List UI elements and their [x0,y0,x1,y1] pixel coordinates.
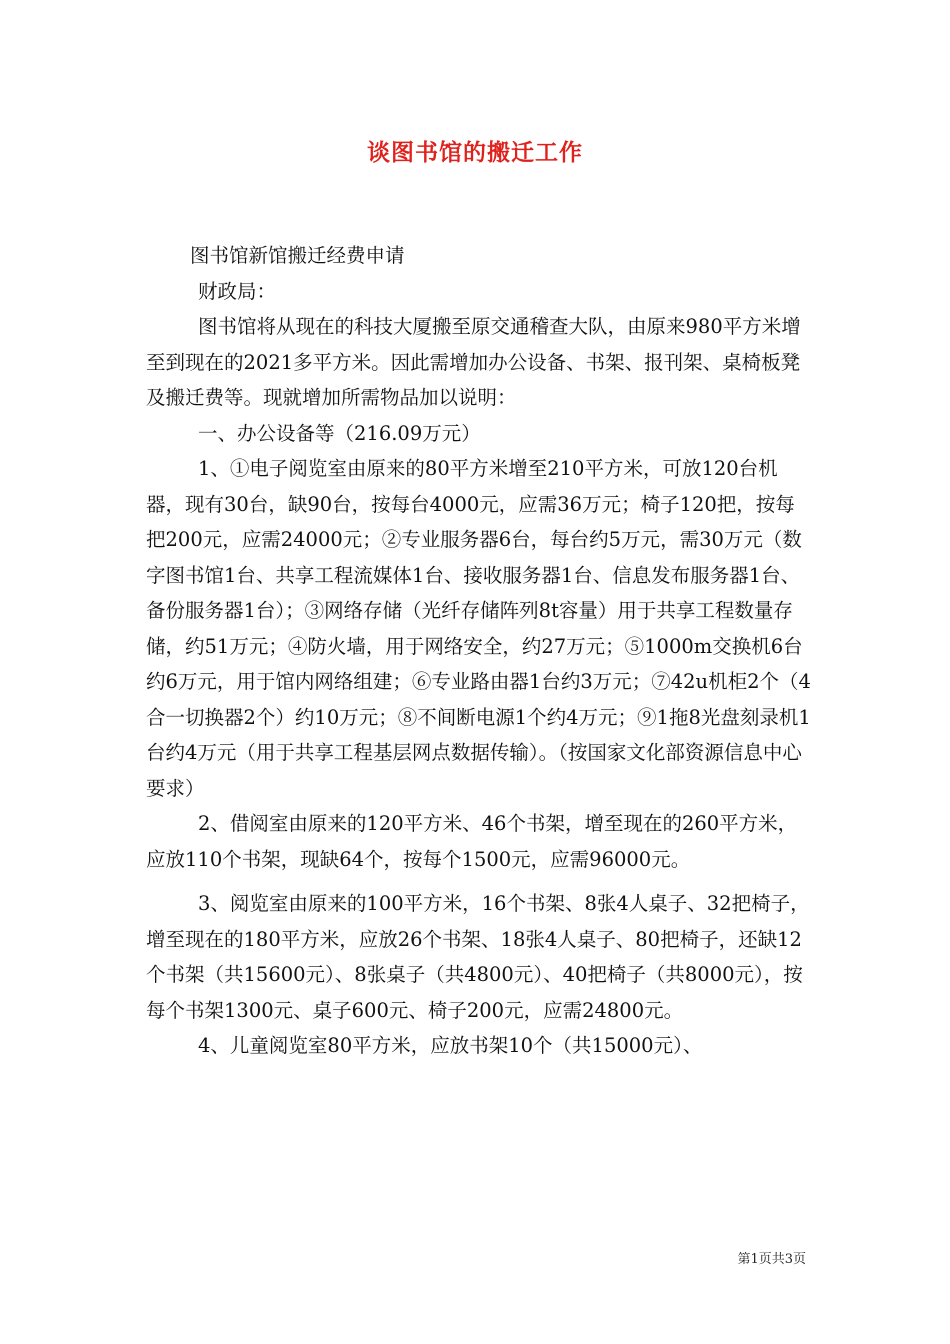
item-paragraph-2: 2、借阅室由原来的120平方米、46个书架，增至现在的260平方米，应放110个书架，现缺64个，按每个1500元，应需96000元。 [146,812,798,871]
application-heading: 图书馆新馆搬迁经费申请 [190,244,405,267]
intro-paragraph: 图书馆将从现在的科技大厦搬至原交通稽查大队，由原来980平方米增至到现在的2021多平方米。因此需增加办公设备、书架、报刊架、桌椅板凳及搬迁费等。现就增加所需物品加以说明： [146,315,801,409]
item-paragraph-1: 1、①电子阅览室由原来的80平方米增至210平方米，可放120台机器，现有30台，缺90台，按每台4000元，应需36万元；椅子120把，按每把200元，应需24000元；②专业服务器6台，每台约5万元，需30万元（数字图书馆1台、共享工程流媒体1台、接收服务器1台、信息发布服务器1台、备份服务器1台）；③网络存储（光纤存储阵列8t容量）用于共享工程数量存储，约51万元；④防火墙，用于网络安全，约27万元；⑤1000m交换机6台约6万元，用于馆内网络组建；⑥专业路由器1台约3万元；⑦42u机柜2个（4合一切换器2个）约10万元；⑧不间断电源1个约4万元；⑨1拖8光盘刻录机1台约4万元（用于共享工程基层网点数据传输）。（按国家文化部资源信息中心要求） [146,457,811,800]
item-paragraph-3: 3、阅览室由原来的100平方米，16个书架、8张4人桌子、32把椅子，增至现在的180平方米，应放26个书架、18张4人桌子、80把椅子，还缺12个书架（共15600元）、8张桌子（共4800元）、40把椅子（共8000元），按每个书架1300元、桌子600元、椅子200元，应需24800元。 [146,892,810,1022]
page-number-footer: 第1页共3页 [737,1252,806,1267]
item-paragraph-4: 4、儿童阅览室80平方米，应放书架10个（共15000元）、 [198,1034,703,1057]
section-heading-office-equipment: 一、办公设备等（216.09万元） [198,421,481,445]
salutation: 财政局： [198,279,277,303]
document-body [146,238,814,1064]
document-title: 谈图书馆的搬迁工作 [367,139,583,166]
